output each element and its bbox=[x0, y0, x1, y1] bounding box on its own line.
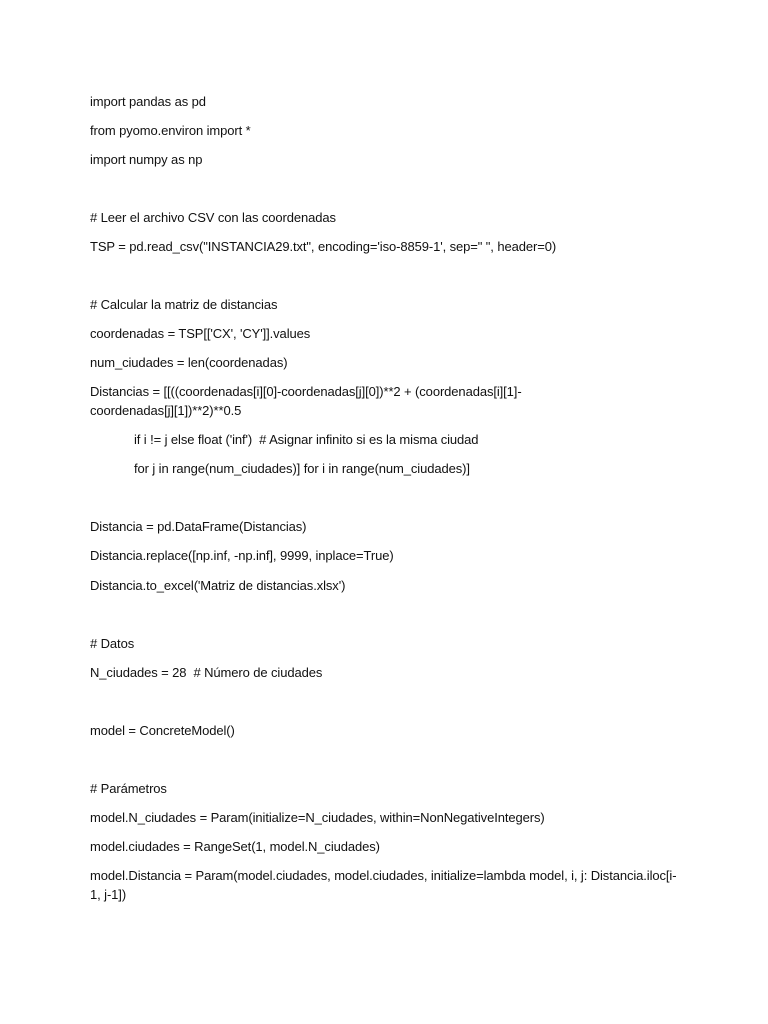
code-line-rangeset: model.ciudades = RangeSet(1, model.N_ciudades) bbox=[90, 839, 380, 854]
code-line-import-pyomo: from pyomo.environ import * bbox=[90, 123, 251, 138]
code-line-dataframe: Distancia = pd.DataFrame(Distancias) bbox=[90, 519, 307, 534]
code-line-distancias-part2: coordenadas[j][1])**2)**0.5 bbox=[90, 403, 242, 418]
code-line-distancias-condition: if i != j else float ('inf') # Asignar infinito si es la misma ciudad bbox=[134, 432, 479, 447]
code-comment-datos: # Datos bbox=[90, 636, 135, 651]
code-line-n-ciudades: N_ciudades = 28 # Número de ciudades bbox=[90, 665, 323, 680]
code-line-to-excel: Distancia.to_excel('Matriz de distancias.xlsx') bbox=[90, 578, 346, 593]
code-line-distancias-part1: Distancias = [[((coordenadas[i][0]-coordenadas[j][0])**2 + (coordenadas[i][1]- bbox=[90, 384, 522, 399]
code-comment-read-csv: # Leer el archivo CSV con las coordenadas bbox=[90, 210, 336, 225]
code-comment-parametros: # Parámetros bbox=[90, 781, 167, 796]
code-line-param-n-ciudades: model.N_ciudades = Param(initialize=N_ciudades, within=NonNegativeIntegers) bbox=[90, 810, 545, 825]
code-line-param-distancia-part1: model.Distancia = Param(model.ciudades, model.ciudades, initialize=lambda model, i, j: Distancia.iloc[i- bbox=[90, 868, 677, 883]
code-comment-distance-matrix: # Calcular la matriz de distancias bbox=[90, 297, 278, 312]
code-line-import-numpy: import numpy as np bbox=[90, 152, 203, 167]
code-line-param-distancia-part2: 1, j-1]) bbox=[90, 887, 127, 902]
code-line-import-pandas: import pandas as pd bbox=[90, 94, 206, 109]
code-line-concrete-model: model = ConcreteModel() bbox=[90, 723, 235, 738]
code-line-distancias-loops: for j in range(num_ciudades)] for i in range(num_ciudades)] bbox=[134, 461, 470, 476]
code-line-replace: Distancia.replace([np.inf, -np.inf], 9999, inplace=True) bbox=[90, 548, 394, 563]
code-line-coordenadas: coordenadas = TSP[['CX', 'CY']].values bbox=[90, 326, 311, 341]
code-line-num-ciudades: num_ciudades = len(coordenadas) bbox=[90, 355, 288, 370]
code-line-read-csv: TSP = pd.read_csv("INSTANCIA29.txt", encoding='iso-8859-1', sep=" ", header=0) bbox=[90, 239, 557, 254]
